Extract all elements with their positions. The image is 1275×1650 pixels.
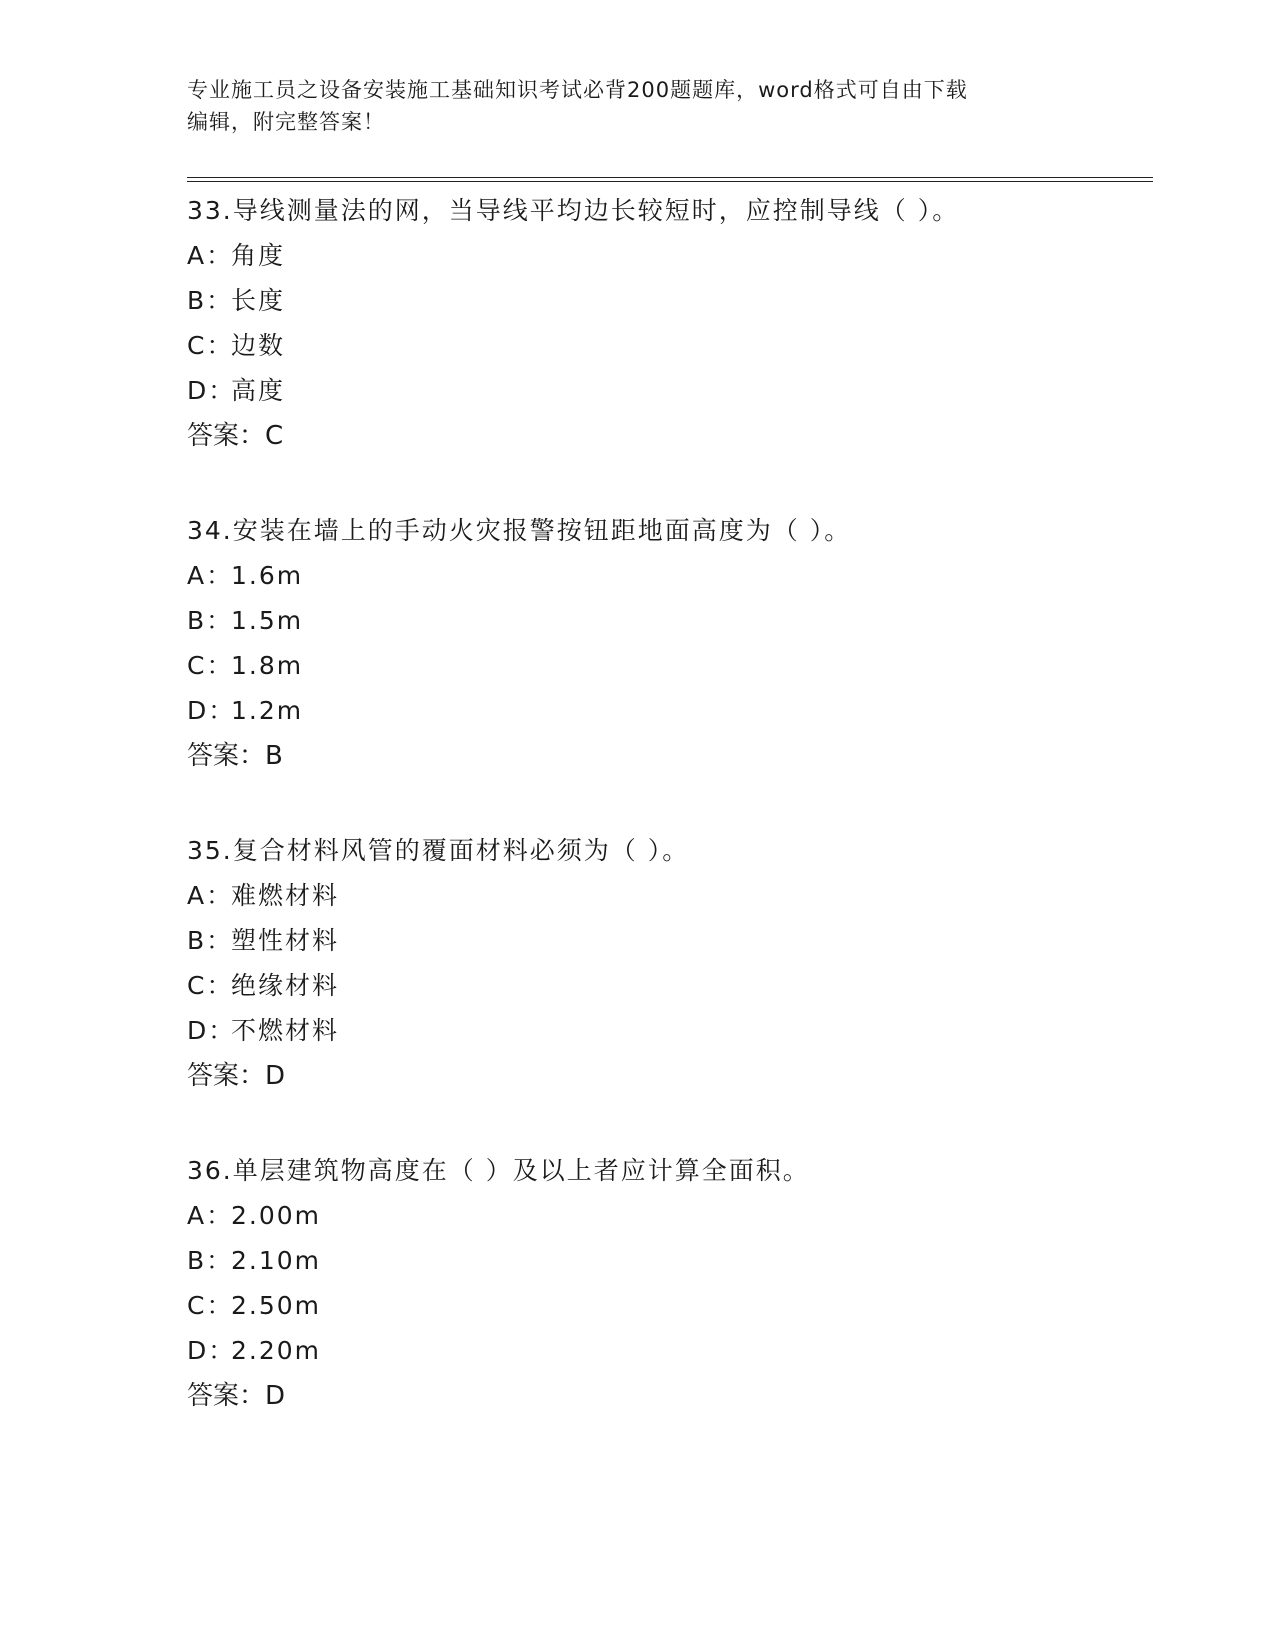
- question-text: 35.复合材料风管的覆面材料必须为（ ）。: [187, 836, 690, 865]
- option-letter: D：: [187, 1336, 236, 1365]
- question-text: 34.安装在墙上的手动火灾报警按钮距地面高度为（ ）。: [187, 516, 852, 545]
- option-c: [187, 971, 1147, 1001]
- option-b: [187, 926, 1147, 956]
- option-text: 边数: [231, 331, 286, 360]
- option-text: 2.50m: [231, 1291, 322, 1320]
- option-text: 高度: [231, 376, 286, 405]
- question-35: [187, 836, 1147, 1091]
- document-header: [187, 74, 1067, 138]
- option-letter: B：: [187, 286, 234, 315]
- option-letter: C：: [187, 971, 234, 1000]
- answer-line: 答案：B: [187, 741, 283, 771]
- option-letter: B：: [187, 606, 234, 635]
- option-a: [187, 881, 1147, 911]
- option-c: [187, 651, 1147, 681]
- question-text: 33.导线测量法的网，当导线平均边长较短时，应控制导线（ ）。: [187, 196, 960, 225]
- option-d: [187, 1016, 1147, 1046]
- option-d: [187, 376, 1147, 406]
- header-line-1: 专业施工员之设备安装施工基础知识考试必背200题题库，word格式可自由下载: [187, 78, 968, 102]
- option-a: [187, 561, 1147, 591]
- option-letter: A：: [187, 881, 234, 910]
- option-text: 塑性材料: [231, 926, 340, 955]
- option-letter: D：: [187, 696, 236, 725]
- option-text: 2.00m: [231, 1201, 322, 1230]
- option-text: 1.6m: [231, 561, 304, 590]
- option-letter: D：: [187, 1016, 236, 1045]
- option-text: 2.10m: [231, 1246, 322, 1275]
- option-c: [187, 1291, 1147, 1321]
- option-letter: B：: [187, 1246, 234, 1275]
- option-letter: B：: [187, 926, 234, 955]
- answer-line: 答案：D: [187, 1061, 286, 1091]
- answer-line: 答案：C: [187, 421, 284, 451]
- option-text: 1.8m: [231, 651, 304, 680]
- option-c: [187, 331, 1147, 361]
- option-letter: C：: [187, 1291, 234, 1320]
- answer-line: 答案：D: [187, 1381, 286, 1411]
- option-letter: C：: [187, 651, 234, 680]
- option-text: 难燃材料: [231, 881, 340, 910]
- option-text: 1.5m: [231, 606, 304, 635]
- question-36: [187, 1156, 1147, 1411]
- option-d: [187, 696, 1147, 726]
- option-d: [187, 1336, 1147, 1366]
- option-text: 角度: [231, 241, 286, 270]
- option-text: 绝缘材料: [231, 971, 340, 1000]
- question-34: [187, 516, 1147, 771]
- question-33: [187, 196, 1147, 451]
- option-b: [187, 286, 1147, 316]
- header-divider-bottom: [187, 181, 1153, 182]
- header-divider-top: [187, 177, 1153, 178]
- option-a: [187, 1201, 1147, 1231]
- option-letter: A：: [187, 561, 234, 590]
- option-letter: D：: [187, 376, 236, 405]
- option-text: 1.2m: [231, 696, 304, 725]
- option-letter: C：: [187, 331, 234, 360]
- option-letter: A：: [187, 241, 234, 270]
- option-a: [187, 241, 1147, 271]
- option-text: 长度: [231, 286, 286, 315]
- option-b: [187, 1246, 1147, 1276]
- question-text: 36.单层建筑物高度在（ ）及以上者应计算全面积。: [187, 1156, 810, 1185]
- header-line-2: 编辑，附完整答案！: [187, 110, 385, 134]
- option-text: 2.20m: [231, 1336, 322, 1365]
- option-letter: A：: [187, 1201, 234, 1230]
- option-text: 不燃材料: [231, 1016, 340, 1045]
- option-b: [187, 606, 1147, 636]
